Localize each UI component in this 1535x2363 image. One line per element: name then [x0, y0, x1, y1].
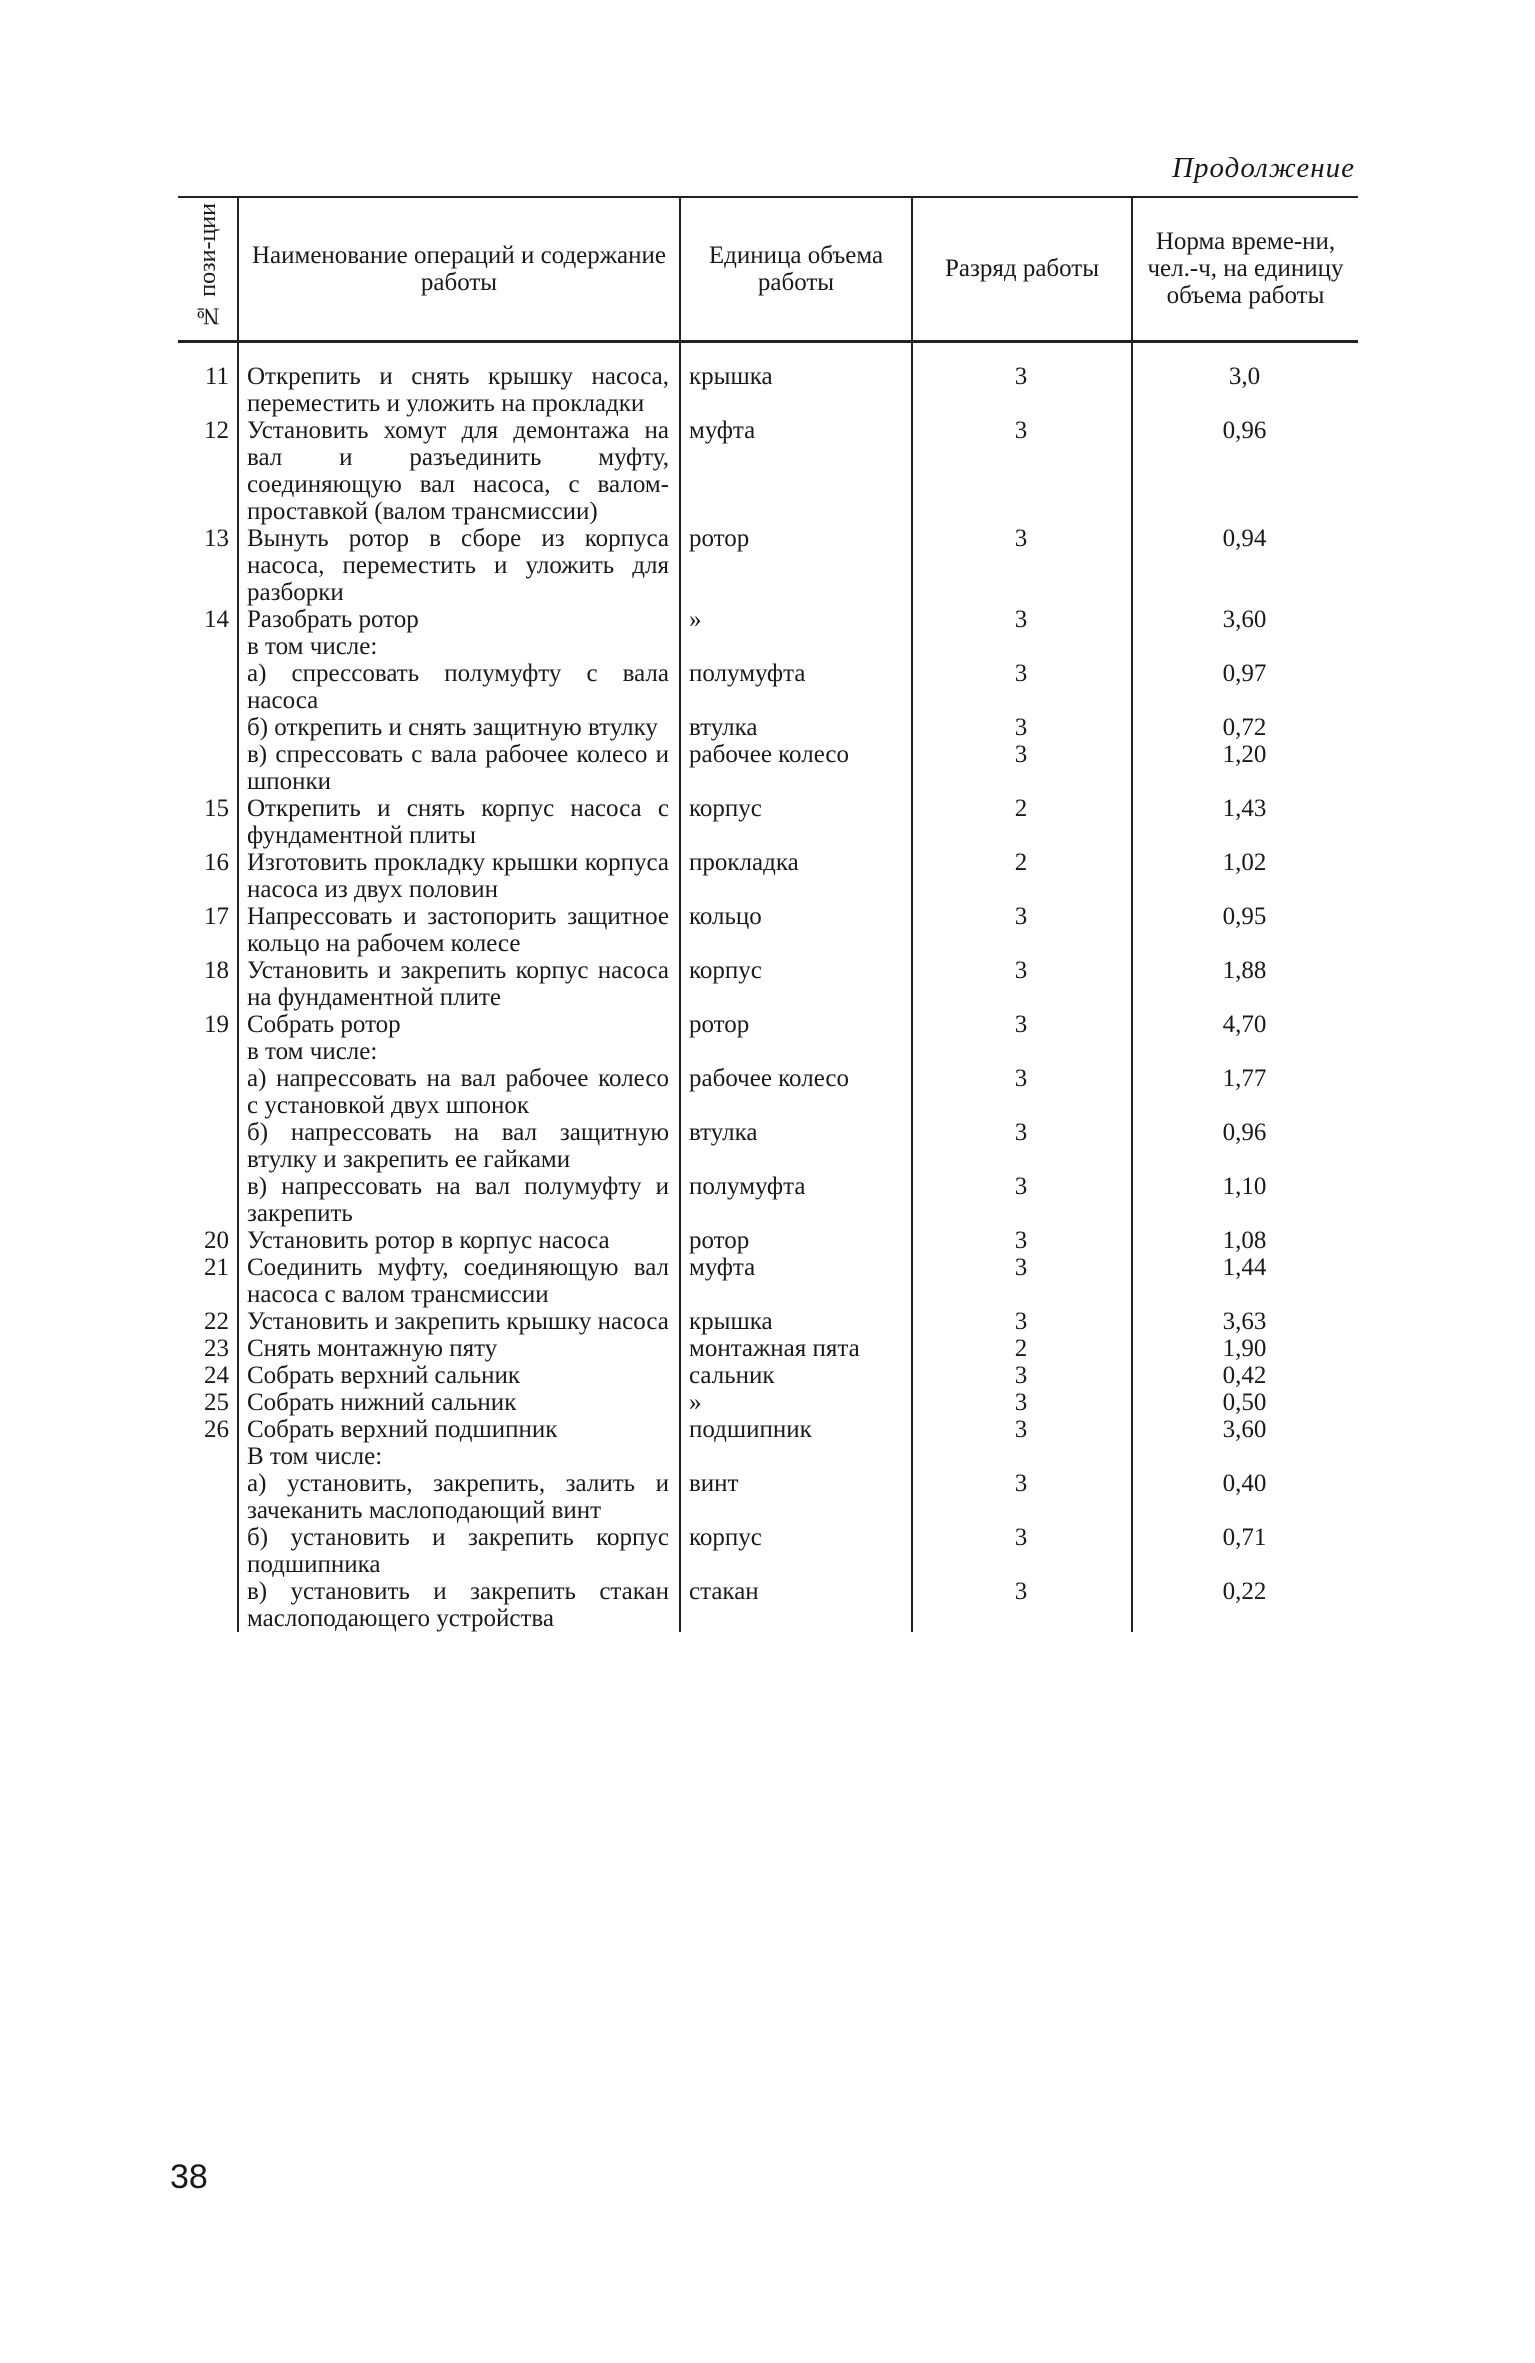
unit-cell: сальник [680, 1362, 912, 1389]
norm-cell: 1,90 [1132, 1335, 1358, 1362]
unit-cell: ротор [680, 1227, 912, 1254]
unit-cell: муфта [680, 1254, 912, 1308]
position-cell: 18 [204, 956, 229, 984]
column-header-position: № пози-ции [178, 197, 238, 341]
table-row [178, 1227, 1358, 1254]
norm-cell: 1,44 [1132, 1254, 1358, 1308]
norm-cell: 1,10 [1132, 1173, 1358, 1227]
rank-cell: 3 [912, 741, 1132, 795]
rank-cell: 2 [912, 849, 1132, 903]
table-row [178, 714, 1358, 741]
unit-cell: корпус [680, 795, 912, 849]
operation-name-cell: б) напрессовать на вал защитную втулку и закрепить ее гайками [238, 1119, 680, 1173]
norm-cell: 1,02 [1132, 849, 1358, 903]
table-row [178, 525, 1358, 606]
table-row [178, 1362, 1358, 1389]
operation-name-cell: Открепить и снять крышку насоса, переместить и уложить на прокладки [238, 341, 680, 417]
position-cell: 14 [204, 605, 229, 633]
norm-cell: 0,96 [1132, 1119, 1358, 1173]
position-cell: 21 [204, 1253, 229, 1281]
unit-cell: полумуфта [680, 660, 912, 714]
position-cell: 19 [204, 1010, 229, 1038]
rank-cell [912, 1038, 1132, 1065]
norm-cell: 1,20 [1132, 741, 1358, 795]
unit-cell: корпус [680, 1524, 912, 1578]
rank-cell: 3 [912, 1308, 1132, 1335]
rank-cell [912, 1443, 1132, 1470]
norm-cell: 0,97 [1132, 660, 1358, 714]
operation-name-cell: а) напрессовать на вал рабочее колесо с установкой двух шпонок [238, 1065, 680, 1119]
operation-name-cell: Соединить муфту, соединяющую вал насоса с валом трансмиссии [238, 1254, 680, 1308]
table-row [178, 1470, 1358, 1524]
operation-name-cell: Установить ротор в корпус насоса [238, 1227, 680, 1254]
table-row [178, 1308, 1358, 1335]
norm-cell: 0,22 [1132, 1578, 1358, 1632]
norm-cell: 3,0 [1132, 341, 1358, 417]
position-cell: 26 [204, 1415, 229, 1443]
table-row [178, 1524, 1358, 1578]
norm-cell: 3,60 [1132, 606, 1358, 633]
rank-cell: 3 [912, 1065, 1132, 1119]
norm-cell: 1,77 [1132, 1065, 1358, 1119]
table-body [178, 341, 1358, 1632]
position-cell: 12 [204, 416, 229, 444]
table-row [178, 1335, 1358, 1362]
position-cell: 16 [204, 848, 229, 876]
table-row [178, 849, 1358, 903]
norm-cell: 0,96 [1132, 417, 1358, 525]
rank-cell: 3 [912, 1578, 1132, 1632]
position-cell: 23 [204, 1334, 229, 1362]
rank-cell: 2 [912, 1335, 1132, 1362]
unit-cell: рабочее колесо [680, 741, 912, 795]
unit-cell: рабочее колесо [680, 1065, 912, 1119]
unit-cell: крышка [680, 341, 912, 417]
table-row [178, 417, 1358, 525]
unit-cell: втулка [680, 714, 912, 741]
position-cell [178, 714, 238, 741]
rank-cell: 3 [912, 714, 1132, 741]
operation-name-cell: Вынуть ротор в сборе из корпуса насоса, переместить и уложить для разборки [238, 525, 680, 606]
unit-cell: винт [680, 1470, 912, 1524]
norm-cell: 0,94 [1132, 525, 1358, 606]
table-row [178, 341, 1358, 417]
unit-cell: крышка [680, 1308, 912, 1335]
table-row [178, 1578, 1358, 1632]
rank-cell: 3 [912, 525, 1132, 606]
table-row [178, 795, 1358, 849]
column-header-name: Наименование операций и содержание работы [238, 197, 680, 341]
table-row [178, 957, 1358, 1011]
column-header-rank: Разряд работы [912, 197, 1132, 341]
unit-cell [680, 1038, 912, 1065]
position-cell: 20 [204, 1226, 229, 1254]
unit-cell: ротор [680, 525, 912, 606]
rank-cell: 3 [912, 1119, 1132, 1173]
rank-cell: 3 [912, 1470, 1132, 1524]
norm-cell: 3,63 [1132, 1308, 1358, 1335]
rank-cell: 3 [912, 606, 1132, 633]
table-row [178, 660, 1358, 714]
unit-cell [680, 633, 912, 660]
column-header-unit: Единица объема работы [680, 197, 912, 341]
position-cell [178, 660, 238, 714]
position-cell [178, 741, 238, 795]
table-row [178, 1443, 1358, 1470]
rank-cell: 3 [912, 1524, 1132, 1578]
operation-name-cell: б) установить и закрепить корпус подшипника [238, 1524, 680, 1578]
unit-cell: ротор [680, 1011, 912, 1038]
operation-name-cell: Снять монтажную пяту [238, 1335, 680, 1362]
table-row [178, 633, 1358, 660]
operation-name-cell: Установить и закрепить крышку насоса [238, 1308, 680, 1335]
table-header-row [178, 197, 1358, 341]
norm-cell: 3,60 [1132, 1416, 1358, 1443]
continuation-label: Продолжение [1172, 152, 1355, 184]
unit-cell: кольцо [680, 903, 912, 957]
table-row [178, 1011, 1358, 1038]
operation-name-cell: а) установить, закрепить, залить и зачеканить маслоподающий винт [238, 1470, 680, 1524]
operation-name-cell: Напрессовать и застопорить защитное кольцо на рабочем колесе [238, 903, 680, 957]
norm-cell: 4,70 [1132, 1011, 1358, 1038]
norm-cell: 0,50 [1132, 1389, 1358, 1416]
rank-cell: 3 [912, 1227, 1132, 1254]
rank-cell: 3 [912, 341, 1132, 417]
position-cell: 13 [204, 524, 229, 552]
work-norms-table [178, 196, 1358, 1632]
rank-cell: 3 [912, 1011, 1132, 1038]
operation-name-cell: в) спрессовать с вала рабочее колесо и шпонки [238, 741, 680, 795]
operation-name-cell: в) установить и закрепить стакан маслоподающего устройства [238, 1578, 680, 1632]
position-cell: 22 [204, 1307, 229, 1335]
rank-cell [912, 633, 1132, 660]
operation-name-cell: в том числе: [238, 633, 680, 660]
rank-cell: 3 [912, 1362, 1132, 1389]
position-cell: 15 [204, 794, 229, 822]
norm-cell [1132, 1038, 1358, 1065]
table-row [178, 1254, 1358, 1308]
norm-cell: 0,95 [1132, 903, 1358, 957]
position-cell [178, 1119, 238, 1173]
position-cell: 17 [204, 902, 229, 930]
position-cell: 25 [204, 1388, 229, 1416]
rank-cell: 3 [912, 1416, 1132, 1443]
table-row [178, 1119, 1358, 1173]
norm-cell: 1,43 [1132, 795, 1358, 849]
unit-cell [680, 1443, 912, 1470]
table-row [178, 1416, 1358, 1443]
table-row [178, 1173, 1358, 1227]
unit-cell: » [680, 1389, 912, 1416]
table-row [178, 1038, 1358, 1065]
norm-cell: 1,88 [1132, 957, 1358, 1011]
norm-cell [1132, 633, 1358, 660]
operation-name-cell: Собрать верхний сальник [238, 1362, 680, 1389]
rank-cell: 3 [912, 1254, 1132, 1308]
position-cell [178, 1038, 238, 1065]
unit-cell: » [680, 606, 912, 633]
unit-cell: муфта [680, 417, 912, 525]
norm-cell [1132, 1443, 1358, 1470]
page-number: 38 [170, 2158, 208, 2196]
operation-name-cell: В том числе: [238, 1443, 680, 1470]
unit-cell: втулка [680, 1119, 912, 1173]
operation-name-cell: а) спрессовать полумуфту с вала насоса [238, 660, 680, 714]
rank-cell: 2 [912, 795, 1132, 849]
unit-cell: корпус [680, 957, 912, 1011]
position-cell [178, 1065, 238, 1119]
table-row [178, 741, 1358, 795]
position-cell: 24 [204, 1361, 229, 1389]
rank-cell: 3 [912, 660, 1132, 714]
position-cell [178, 633, 238, 660]
table-row [178, 1389, 1358, 1416]
norm-cell: 0,72 [1132, 714, 1358, 741]
operation-name-cell: Открепить и снять корпус насоса с фундаментной плиты [238, 795, 680, 849]
norm-cell: 0,71 [1132, 1524, 1358, 1578]
operation-name-cell: Собрать нижний сальник [238, 1389, 680, 1416]
operation-name-cell: в том числе: [238, 1038, 680, 1065]
position-cell [178, 1578, 238, 1632]
norm-cell: 1,08 [1132, 1227, 1358, 1254]
operation-name-cell: Собрать верхний подшипник [238, 1416, 680, 1443]
operation-name-cell: Установить и закрепить корпус насоса на фундаментной плите [238, 957, 680, 1011]
position-cell: 11 [204, 362, 229, 390]
rank-cell: 3 [912, 417, 1132, 525]
operation-name-cell: Установить хомут для демонтажа на вал и разъединить муфту, соединяющую вал насоса, с валом-проставкой (валом трансмиссии) [238, 417, 680, 525]
position-cell [178, 1173, 238, 1227]
unit-cell: монтажная пята [680, 1335, 912, 1362]
norm-cell: 0,42 [1132, 1362, 1358, 1389]
position-cell [178, 1470, 238, 1524]
table-row [178, 903, 1358, 957]
operation-name-cell: Разобрать ротор [238, 606, 680, 633]
operation-name-cell: в) напрессовать на вал полумуфту и закрепить [238, 1173, 680, 1227]
unit-cell: подшипник [680, 1416, 912, 1443]
operation-name-cell: б) открепить и снять защитную втулку [238, 714, 680, 741]
unit-cell: полумуфта [680, 1173, 912, 1227]
rank-cell: 3 [912, 1389, 1132, 1416]
column-header-norm: Норма време-ни, чел.-ч, на единицу объема работы [1132, 197, 1358, 341]
table-row [178, 606, 1358, 633]
rank-cell: 3 [912, 903, 1132, 957]
unit-cell: стакан [680, 1578, 912, 1632]
unit-cell: прокладка [680, 849, 912, 903]
position-cell [178, 1443, 238, 1470]
position-cell [178, 1524, 238, 1578]
rank-cell: 3 [912, 1173, 1132, 1227]
norm-cell: 0,40 [1132, 1470, 1358, 1524]
operation-name-cell: Собрать ротор [238, 1011, 680, 1038]
operation-name-cell: Изготовить прокладку крышки корпуса насоса из двух половин [238, 849, 680, 903]
table-row [178, 1065, 1358, 1119]
rank-cell: 3 [912, 957, 1132, 1011]
